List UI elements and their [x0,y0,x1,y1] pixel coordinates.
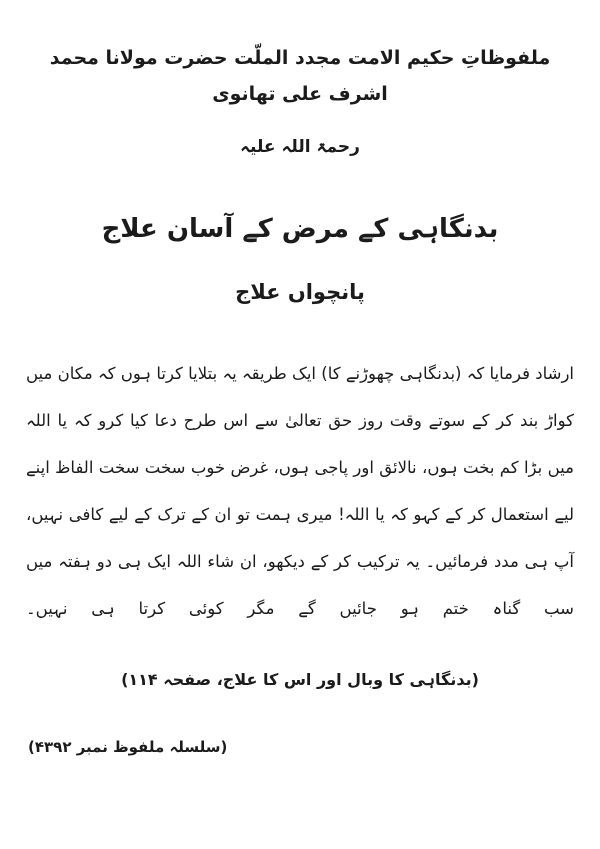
sub-heading: پانچواں علاج [235,279,365,304]
main-heading: بدنگاہی کے مرض کے آسان علاج [101,214,499,245]
document-header [0,40,600,157]
serial-number-line: (سلسلہ ملفوظ نمبر ۴۳۹۲) [28,738,228,756]
citation-line: (بدنگاہی کا وبال اور اس کا علاج، صفحہ ۱۱۴) [121,669,479,689]
honorific-line: رحمۃ اللہ علیہ [240,137,360,158]
body-paragraph: ارشاد فرمایا کہ (بدنگاہی چھوڑنے کا) ایک طریقہ یہ بتلایا کرتا ہوں کہ مکان میں کواڑ بند کر کے سوتے وقت روز حق تعالیٰ سے اس طرح دعا کیا کرو کہ یا اللہ میں بڑا کم بخت ہوں، نالائق اور پاجی ہوں، غرض خوب سخت سخت الفاظ اپنے لیے استعمال کر کے کہو کہ یا اللہ! میری ہمت تو ان کے ترک کے لیے کافی نہیں، آپ ہی مدد فرمائیں۔ یہ ترکیب کر کے دیکھو، ان شاء اللہ ایک ہی دو ہفتہ میں سب گناہ ختم ہو جائیں گے مگر کوئی کرتا ہی نہیں۔ [26,363,574,618]
document-title: ملفوظاتِ حکیم الامت مجدد الملّت حضرت مولانا محمد اشرف علی تھانوی [49,47,551,106]
